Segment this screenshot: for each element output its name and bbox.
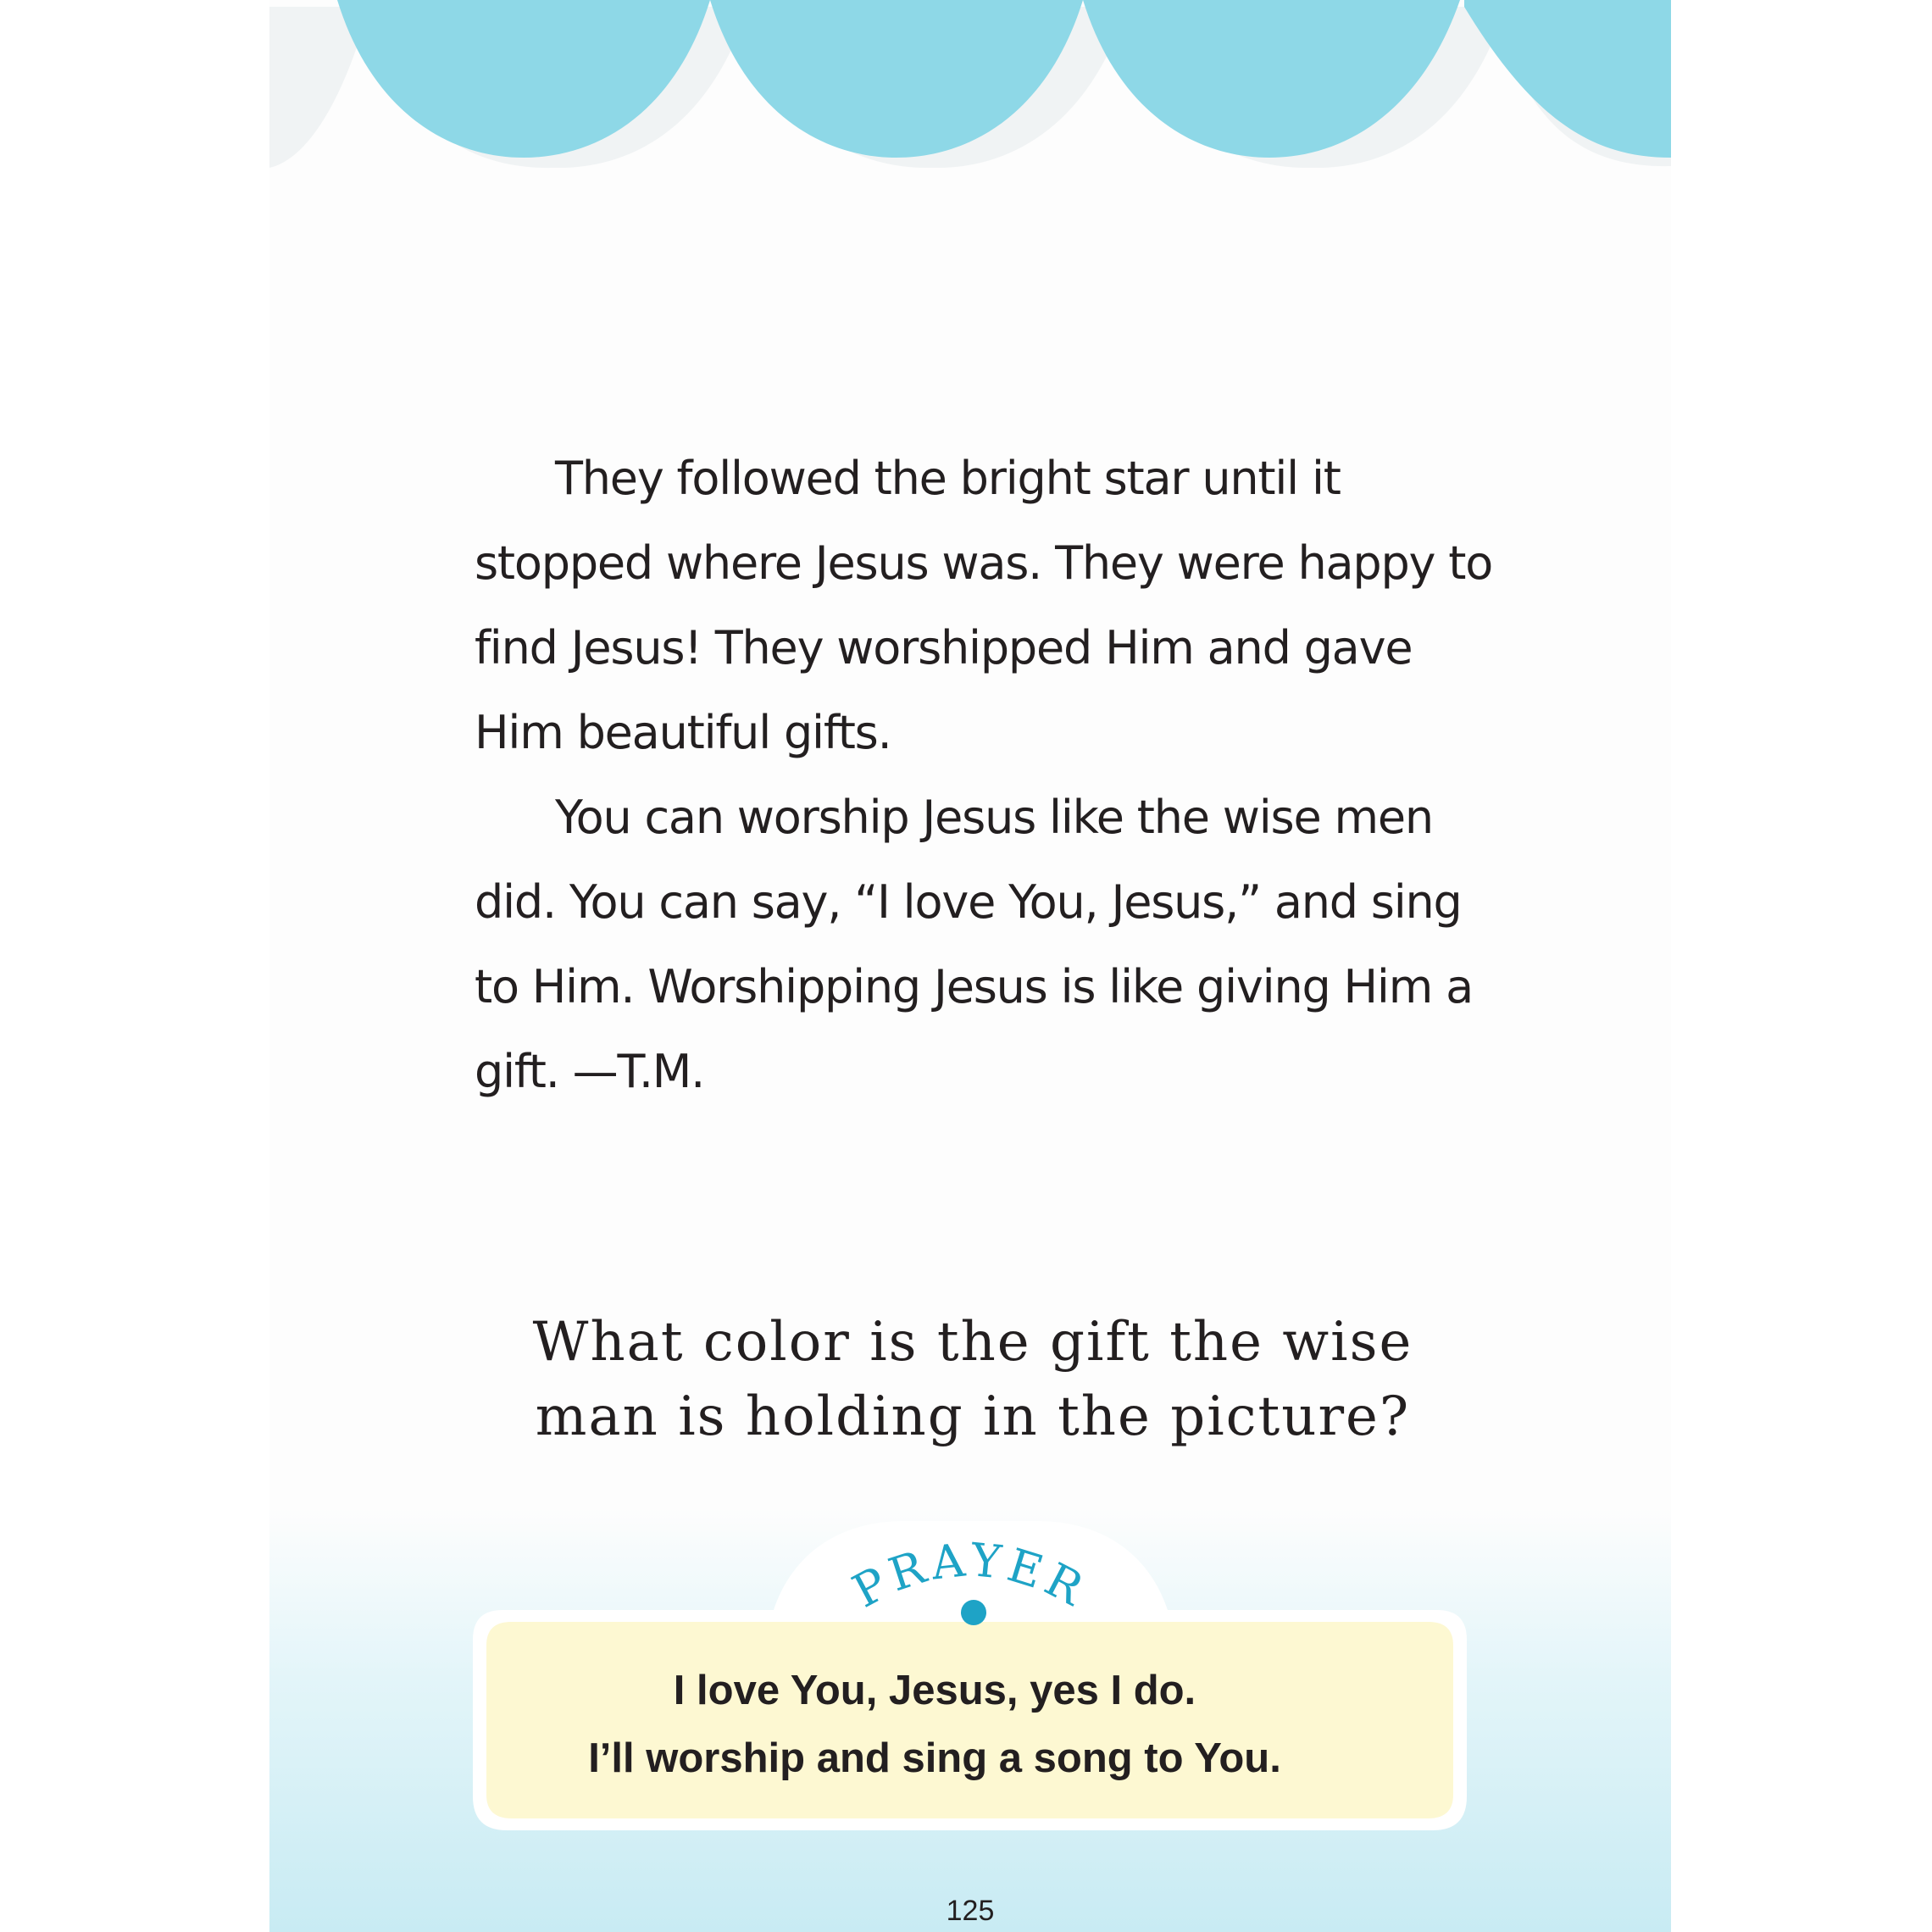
- prayer-box: [269, 0, 1671, 1932]
- page-number: 125: [946, 1895, 995, 1927]
- story-paragraph-1: They followed the bright star until it stopped where Jesus was. They were happy to find Jesus! They worshipped Him and gave Him beautiful gifts.: [475, 452, 1493, 759]
- book-page: [269, 0, 1671, 1932]
- question-line-2: man is holding in the picture?: [535, 1385, 1411, 1448]
- prayer-line-1: I love You, Jesus, yes I do.: [673, 1668, 1196, 1713]
- prayer-text: [481, 1657, 1388, 1792]
- prayer-line-2: I’ll worship and sing a song to You.: [588, 1735, 1281, 1781]
- prayer-label: PRAYER: [844, 1533, 1096, 1618]
- question-line-1: What color is the gift the wise: [532, 1311, 1413, 1374]
- story-paragraph-2: You can worship Jesus like the wise men did. You can say, “I love You, Jesus,” and sing to Him. Worshipping Jesus is like giving Him a gift. —T.M.: [475, 791, 1473, 1098]
- prayer-dot: [961, 1600, 986, 1625]
